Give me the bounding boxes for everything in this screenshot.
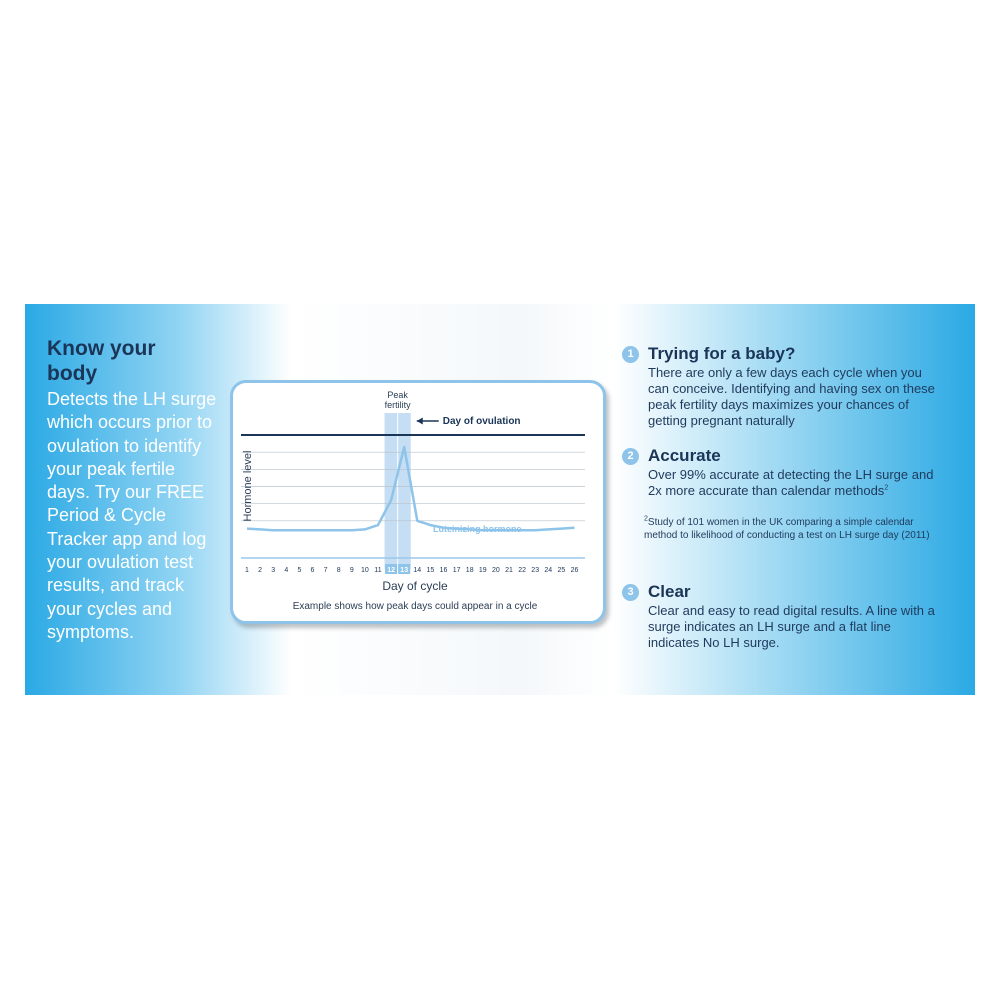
x-tick-label: 23 [531,567,540,574]
number-badge-2: 2 [622,448,639,465]
x-tick-label: 10 [361,567,369,574]
x-tick-label: 22 [518,567,526,574]
x-tick-label: 26 [570,567,579,574]
feature-text: There are only a few days each cycle when you can conceive. Identifying and having sex on these peak fertility days maximizes your chances of getting pregnant naturally [648,365,935,428]
feature-title: Accurate [648,446,721,465]
x-tick-label: 18 [465,567,474,574]
x-tick-label: 20 [492,567,500,574]
number-badge-1: 1 [622,346,639,363]
know-your-body-text: Detects the LH surge which occurs prior to ovulation to identify your peak fertile days. Try our FREE Period & Cycle Tracker app and log your ovulation test results, and track your cycles and symptoms. [47,389,217,642]
feature-text: Clear and easy to read digital results. A line with a surge indicates an LH surge and a flat line indicates No LH surge. [648,603,935,650]
chart-caption: Example shows how peak days could appear in a cycle [292,601,538,612]
x-tick-label: 8 [336,567,341,574]
x-tick-label: 6 [310,567,315,574]
x-tick-label: 2 [258,567,263,574]
footnote-body: Study of 101 women in the UK comparing a simple calendar method to likelihood of conducting a test on LH surge day (2011) [644,517,930,541]
footnote-marker: 2 [884,484,889,492]
series-label: Luteinizing hormone [433,524,522,534]
feature-title: Clear [648,582,691,601]
footnote-text [644,516,944,542]
product-info-panel [25,304,975,695]
x-tick-label: 15 [426,567,435,574]
x-tick-label: 5 [297,567,302,574]
x-tick-label: 16 [439,567,448,574]
x-tick-label: 4 [284,567,289,574]
x-tick-label: 3 [271,567,276,574]
x-tick-label: 24 [544,567,553,574]
ovulation-arrow-head [417,418,423,425]
x-tick-label: 1 [245,567,249,574]
x-tick-label: 12 [387,567,395,574]
peak-label-line2: fertility [384,400,411,410]
x-tick-label: 17 [452,567,461,574]
peak-label-line1: Peak [387,390,408,400]
feature-text [648,467,943,499]
hormone-chart [233,383,603,621]
x-tick-label: 11 [374,567,382,574]
x-tick-label: 7 [323,567,328,574]
x-axis-label: Day of cycle [382,579,448,593]
x-tick-label: 21 [505,567,513,574]
ovulation-chart-card [230,380,606,624]
feature-title: Trying for a baby? [648,344,796,363]
x-tick-label: 13 [400,567,409,574]
day-of-ovulation-label: Day of ovulation [442,416,521,427]
x-tick-label: 14 [413,567,422,574]
y-axis-label: Hormone level [242,450,254,522]
footnote-marker: 2 [644,515,648,523]
x-tick-label: 9 [349,567,354,574]
x-tick-label: 25 [557,567,566,574]
number-badge-3: 3 [622,584,639,601]
x-tick-label: 19 [478,567,487,574]
feature-text-body: Over 99% accurate at detecting the LH surge and 2x more accurate than calendar methods [648,467,934,498]
know-your-body-heading: Know your body [47,337,156,385]
